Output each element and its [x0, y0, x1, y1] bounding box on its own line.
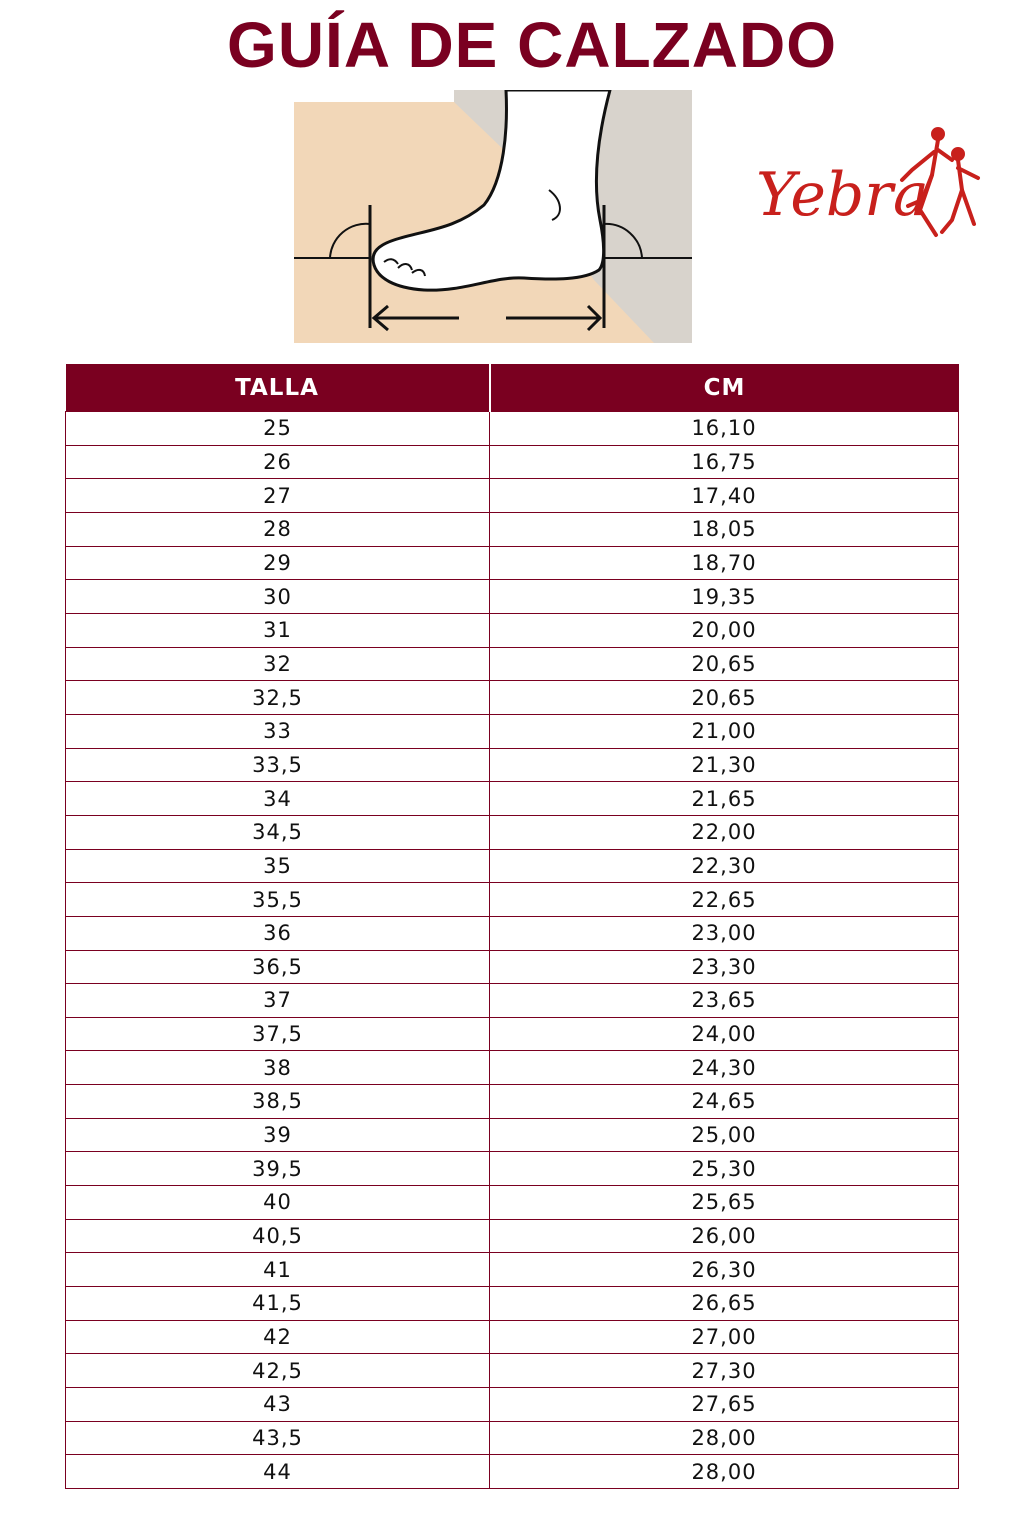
cm-cell: 28,00: [490, 1455, 959, 1489]
talla-cell: 39: [66, 1118, 490, 1152]
table-row: [66, 1118, 959, 1152]
cm-cell: 25,30: [490, 1152, 959, 1186]
talla-cell: 35: [66, 849, 490, 883]
talla-cell: 28: [66, 512, 490, 546]
table-row: [66, 950, 959, 984]
talla-cell: 37: [66, 984, 490, 1018]
table-row: [66, 714, 959, 748]
cm-cell: 25,65: [490, 1186, 959, 1220]
cm-cell: 19,35: [490, 580, 959, 614]
table-row: [66, 815, 959, 849]
cm-cell: 17,40: [490, 479, 959, 513]
talla-cell: 38: [66, 1051, 490, 1085]
cm-cell: 28,00: [490, 1421, 959, 1455]
talla-cell: 37,5: [66, 1017, 490, 1051]
talla-cell: 41,5: [66, 1287, 490, 1321]
size-table-body: [66, 412, 959, 1489]
page-title: GUÍA DE CALZADO: [227, 9, 837, 81]
cm-cell: 20,65: [490, 681, 959, 715]
table-row: [66, 1017, 959, 1051]
table-row: [66, 1186, 959, 1220]
table-row: [66, 1253, 959, 1287]
table-row: [66, 1388, 959, 1422]
table-row: [66, 916, 959, 950]
talla-cell: 41: [66, 1253, 490, 1287]
table-row: [66, 1320, 959, 1354]
talla-cell: 43,5: [66, 1421, 490, 1455]
cm-cell: 24,30: [490, 1051, 959, 1085]
cm-cell: 26,30: [490, 1253, 959, 1287]
cm-cell: 20,00: [490, 613, 959, 647]
cm-cell: 27,30: [490, 1354, 959, 1388]
table-row: [66, 580, 959, 614]
cm-cell: 24,00: [490, 1017, 959, 1051]
talla-cell: 42,5: [66, 1354, 490, 1388]
talla-cell: 31: [66, 613, 490, 647]
yebra-logo: [752, 120, 984, 260]
cm-cell: 23,30: [490, 950, 959, 984]
table-row: [66, 1455, 959, 1489]
talla-cell: 25: [66, 412, 490, 446]
cm-cell: 27,00: [490, 1320, 959, 1354]
table-row: [66, 1219, 959, 1253]
table-row: [66, 546, 959, 580]
svg-text:Yebra: Yebra: [756, 160, 929, 230]
talla-cell: 26: [66, 445, 490, 479]
table-row: [66, 1051, 959, 1085]
cm-cell: 18,70: [490, 546, 959, 580]
table-row: [66, 849, 959, 883]
talla-cell: 35,5: [66, 883, 490, 917]
talla-cell: 32,5: [66, 681, 490, 715]
size-table: [65, 364, 959, 1489]
cm-cell: 25,00: [490, 1118, 959, 1152]
talla-cell: 29: [66, 546, 490, 580]
talla-cell: 38,5: [66, 1085, 490, 1119]
talla-cell: 32: [66, 647, 490, 681]
table-row: [66, 1085, 959, 1119]
talla-cell: 40,5: [66, 1219, 490, 1253]
talla-cell: 40: [66, 1186, 490, 1220]
table-row: [66, 1287, 959, 1321]
table-row: [66, 681, 959, 715]
cm-cell: 21,00: [490, 714, 959, 748]
table-row: [66, 479, 959, 513]
table-row: [66, 782, 959, 816]
table-row: [66, 748, 959, 782]
cm-cell: 24,65: [490, 1085, 959, 1119]
cm-cell: 26,65: [490, 1287, 959, 1321]
cm-cell: 20,65: [490, 647, 959, 681]
cm-cell: 23,00: [490, 916, 959, 950]
cm-cell: 21,65: [490, 782, 959, 816]
talla-cell: 44: [66, 1455, 490, 1489]
cm-cell: 18,05: [490, 512, 959, 546]
cm-cell: 22,30: [490, 849, 959, 883]
table-row: [66, 647, 959, 681]
cm-cell: 21,30: [490, 748, 959, 782]
talla-cell: 30: [66, 580, 490, 614]
cm-cell: 22,00: [490, 815, 959, 849]
table-row: [66, 613, 959, 647]
table-row: [66, 412, 959, 446]
talla-cell: 42: [66, 1320, 490, 1354]
cm-cell: 23,65: [490, 984, 959, 1018]
cm-cell: 27,65: [490, 1388, 959, 1422]
talla-cell: 43: [66, 1388, 490, 1422]
talla-cell: 36,5: [66, 950, 490, 984]
table-row: [66, 1354, 959, 1388]
talla-cell: 36: [66, 916, 490, 950]
header-talla: TALLA: [66, 364, 490, 412]
table-header-row: [66, 364, 959, 412]
cm-cell: 16,10: [490, 412, 959, 446]
header-cm: CM: [490, 364, 959, 412]
talla-cell: 39,5: [66, 1152, 490, 1186]
table-row: [66, 984, 959, 1018]
talla-cell: 34,5: [66, 815, 490, 849]
cm-cell: 16,75: [490, 445, 959, 479]
table-row: [66, 445, 959, 479]
talla-cell: 33,5: [66, 748, 490, 782]
talla-cell: 27: [66, 479, 490, 513]
cm-cell: 22,65: [490, 883, 959, 917]
table-row: [66, 883, 959, 917]
table-row: [66, 1421, 959, 1455]
table-row: [66, 512, 959, 546]
talla-cell: 33: [66, 714, 490, 748]
cm-cell: 26,00: [490, 1219, 959, 1253]
table-row: [66, 1152, 959, 1186]
foot-measurement-illustration: [294, 90, 692, 343]
talla-cell: 34: [66, 782, 490, 816]
